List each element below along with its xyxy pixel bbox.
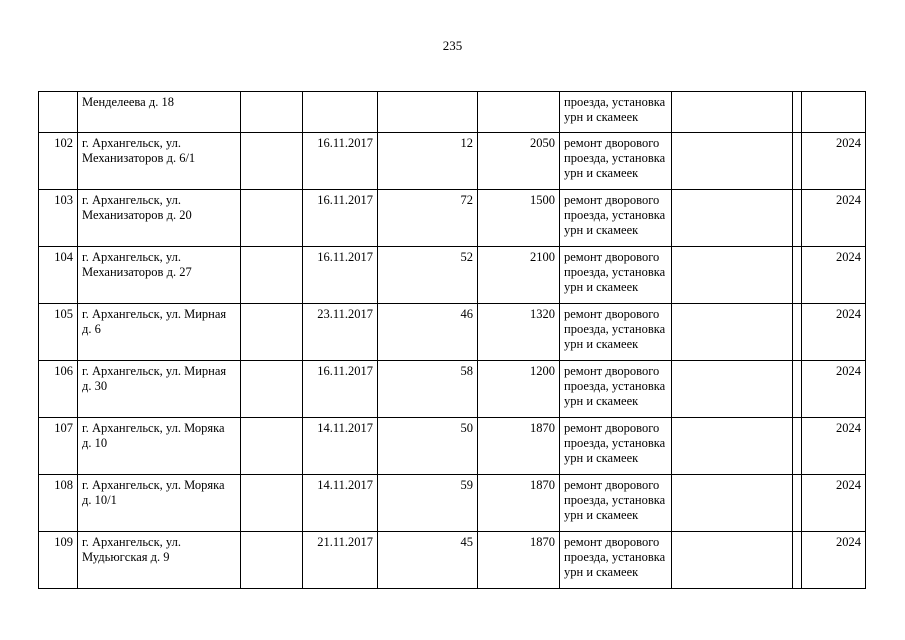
address-cell: г. Архангельск, ул. Мудьюгская д. 9 bbox=[78, 532, 241, 589]
address-cell: г. Архангельск, ул. Механизаторов д. 6/1 bbox=[78, 133, 241, 190]
work-cell: ремонт дворового проезда, установка урн и скамеек bbox=[560, 361, 672, 418]
date-cell: 16.11.2017 bbox=[303, 247, 378, 304]
address-cell: г. Архангельск, ул. Моряка д. 10 bbox=[78, 418, 241, 475]
work-cell: ремонт дворового проезда, установка урн и скамеек bbox=[560, 532, 672, 589]
area-cell: 1200 bbox=[478, 361, 560, 418]
count-cell: 72 bbox=[378, 190, 478, 247]
date-cell bbox=[303, 92, 378, 133]
empty-cell bbox=[241, 247, 303, 304]
empty-cell bbox=[241, 304, 303, 361]
blank-cell bbox=[672, 304, 793, 361]
count-cell bbox=[378, 92, 478, 133]
date-cell: 16.11.2017 bbox=[303, 133, 378, 190]
year-cell: 2024 bbox=[802, 361, 866, 418]
empty-cell bbox=[241, 532, 303, 589]
empty-cell bbox=[241, 92, 303, 133]
area-cell: 1500 bbox=[478, 190, 560, 247]
year-cell: 2024 bbox=[802, 418, 866, 475]
work-cell: ремонт дворового проезда, установка урн и скамеек bbox=[560, 133, 672, 190]
column-separator bbox=[793, 247, 802, 304]
table-row bbox=[39, 133, 866, 190]
empty-cell bbox=[241, 190, 303, 247]
work-cell: ремонт дворового проезда, установка урн и скамеек bbox=[560, 475, 672, 532]
row-number: 103 bbox=[39, 190, 78, 247]
address-cell: г. Архангельск, ул. Мирная д. 30 bbox=[78, 361, 241, 418]
area-cell: 2100 bbox=[478, 247, 560, 304]
address-cell: г. Архангельск, ул. Мирная д. 6 bbox=[78, 304, 241, 361]
year-cell: 2024 bbox=[802, 532, 866, 589]
area-cell: 1870 bbox=[478, 532, 560, 589]
row-number: 104 bbox=[39, 247, 78, 304]
row-number bbox=[39, 92, 78, 133]
table-row bbox=[39, 247, 866, 304]
row-number: 105 bbox=[39, 304, 78, 361]
row-number: 102 bbox=[39, 133, 78, 190]
address-cell: г. Архангельск, ул. Моряка д. 10/1 bbox=[78, 475, 241, 532]
page-number: 235 bbox=[442, 38, 463, 53]
work-cell: ремонт дворового проезда, установка урн и скамеек bbox=[560, 418, 672, 475]
row-number: 109 bbox=[39, 532, 78, 589]
count-cell: 59 bbox=[378, 475, 478, 532]
address-cell: г. Архангельск, ул. Механизаторов д. 27 bbox=[78, 247, 241, 304]
column-separator bbox=[793, 532, 802, 589]
work-cell: проезда, установка урн и скамеек bbox=[560, 92, 672, 133]
work-cell: ремонт дворового проезда, установка урн и скамеек bbox=[560, 247, 672, 304]
column-separator bbox=[793, 304, 802, 361]
blank-cell bbox=[672, 190, 793, 247]
column-separator bbox=[793, 418, 802, 475]
address-cell: Менделеева д. 18 bbox=[78, 92, 241, 133]
column-separator bbox=[793, 92, 802, 133]
count-cell: 52 bbox=[378, 247, 478, 304]
date-cell: 16.11.2017 bbox=[303, 361, 378, 418]
date-cell: 16.11.2017 bbox=[303, 190, 378, 247]
area-cell bbox=[478, 92, 560, 133]
table-row bbox=[39, 475, 866, 532]
date-cell: 14.11.2017 bbox=[303, 418, 378, 475]
row-number: 108 bbox=[39, 475, 78, 532]
year-cell: 2024 bbox=[802, 475, 866, 532]
blank-cell bbox=[672, 475, 793, 532]
blank-cell bbox=[672, 247, 793, 304]
table-row bbox=[39, 532, 866, 589]
blank-cell bbox=[672, 418, 793, 475]
table-row bbox=[39, 190, 866, 247]
column-separator bbox=[793, 361, 802, 418]
year-cell: 2024 bbox=[802, 304, 866, 361]
area-cell: 2050 bbox=[478, 133, 560, 190]
area-cell: 1870 bbox=[478, 475, 560, 532]
table-row bbox=[39, 418, 866, 475]
empty-cell bbox=[241, 418, 303, 475]
blank-cell bbox=[672, 361, 793, 418]
count-cell: 46 bbox=[378, 304, 478, 361]
area-cell: 1320 bbox=[478, 304, 560, 361]
date-cell: 21.11.2017 bbox=[303, 532, 378, 589]
year-cell: 2024 bbox=[802, 190, 866, 247]
blank-cell bbox=[672, 133, 793, 190]
date-cell: 14.11.2017 bbox=[303, 475, 378, 532]
date-cell: 23.11.2017 bbox=[303, 304, 378, 361]
address-cell: г. Архангельск, ул. Механизаторов д. 20 bbox=[78, 190, 241, 247]
area-cell: 1870 bbox=[478, 418, 560, 475]
row-number: 106 bbox=[39, 361, 78, 418]
table-row bbox=[39, 361, 866, 418]
count-cell: 58 bbox=[378, 361, 478, 418]
table-row bbox=[39, 92, 866, 133]
column-separator bbox=[793, 190, 802, 247]
year-cell bbox=[802, 92, 866, 133]
blank-cell bbox=[672, 92, 793, 133]
count-cell: 45 bbox=[378, 532, 478, 589]
empty-cell bbox=[241, 361, 303, 418]
work-cell: ремонт дворового проезда, установка урн и скамеек bbox=[560, 304, 672, 361]
table-row bbox=[39, 304, 866, 361]
year-cell: 2024 bbox=[802, 247, 866, 304]
empty-cell bbox=[241, 475, 303, 532]
empty-cell bbox=[241, 133, 303, 190]
count-cell: 50 bbox=[378, 418, 478, 475]
column-separator bbox=[793, 475, 802, 532]
register-table bbox=[38, 91, 866, 589]
column-separator bbox=[793, 133, 802, 190]
year-cell: 2024 bbox=[802, 133, 866, 190]
work-cell: ремонт дворового проезда, установка урн и скамеек bbox=[560, 190, 672, 247]
count-cell: 12 bbox=[378, 133, 478, 190]
row-number: 107 bbox=[39, 418, 78, 475]
blank-cell bbox=[672, 532, 793, 589]
